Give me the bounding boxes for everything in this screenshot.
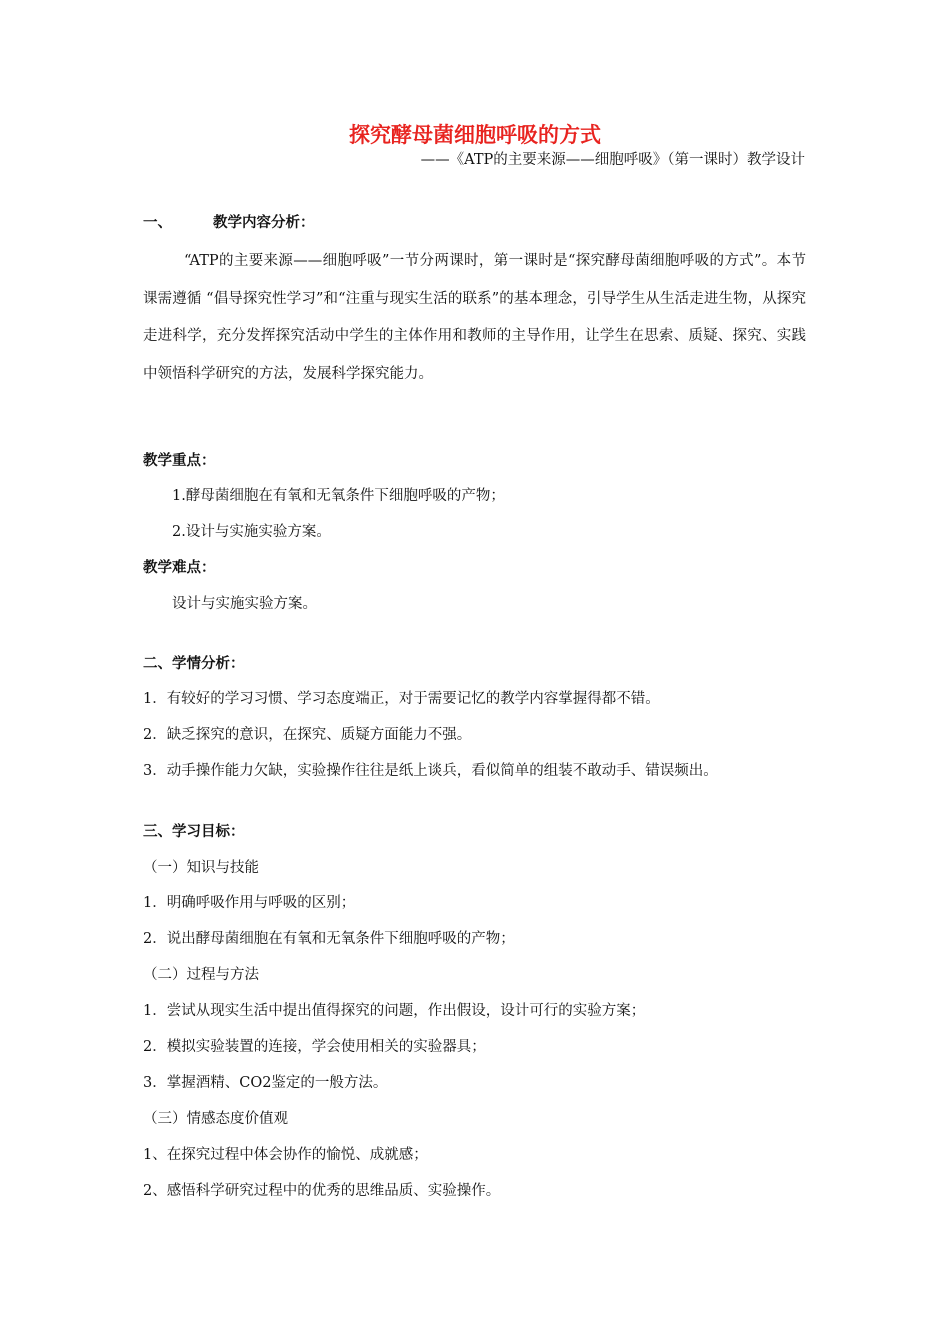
document-title: 探究酵母菌细胞呼吸的方式 (349, 123, 601, 147)
section2-heading: 二、学情分析： (143, 656, 245, 672)
key-points-heading: 教学重点： (143, 453, 216, 469)
section2-item: 1．有较好的学习习惯、学习态度端正，对于需要记忆的教学内容掌握得都不错。 (143, 691, 660, 707)
section3-item: 2．模拟实验装置的连接，学会使用相关的实验器具； (143, 1039, 486, 1055)
section1-heading: 教学内容分析： (213, 215, 315, 231)
difficulty-heading: 教学难点： (143, 560, 216, 576)
section1-number: 一、 (143, 215, 172, 231)
section3-item: 3．掌握酒精、CO2鉴定的一般方法。 (143, 1075, 388, 1091)
document-subtitle: ——《ATP的主要来源——细胞呼吸》（第一课时）教学设计 (420, 152, 805, 168)
difficulty-text: 设计与实施实验方案。 (172, 596, 317, 612)
section3-subheading: （二）过程与方法 (143, 967, 259, 983)
section3-item: 1、在探究过程中体会协作的愉悦、成就感； (143, 1147, 428, 1163)
section1-heading-line (143, 213, 315, 233)
section1-paragraph (143, 243, 806, 393)
section3-subheading: （一）知识与技能 (143, 860, 259, 876)
section2-item: 2．缺乏探究的意识，在探究、质疑方面能力不强。 (143, 727, 472, 743)
section3-item: 1．明确呼吸作用与呼吸的区别； (143, 895, 356, 911)
key-point-item: 2.设计与实施实验方案。 (172, 524, 331, 540)
section3-heading: 三、学习目标： (143, 824, 245, 840)
section3-item: 2．说出酵母菌细胞在有氧和无氧条件下细胞呼吸的产物； (143, 931, 515, 947)
section3-item: 2、感悟科学研究过程中的优秀的思维品质、实验操作。 (143, 1183, 501, 1199)
key-point-item: 1.酵母菌细胞在有氧和无氧条件下细胞呼吸的产物； (172, 488, 505, 504)
section3-subheading: （三）情感态度价值观 (143, 1111, 288, 1127)
section1-paragraph-text: “ATP的主要来源——细胞呼吸”一节分两课时，第一课时是“探究酵母菌细胞呼吸的方式”。本节课需遵循 “倡导探究性学习”和“注重与现实生活的联系”的基本理念，引导学生从生活走进生物，从探究走进科学，充分发挥探究活动中学生的主体作用和教师的主导作用，让学生在思索、质疑、探究、实践中领悟科学研究的方法，发展科学探究能力。 (143, 253, 806, 382)
section3-item: 1．尝试从现实生活中提出值得探究的问题，作出假设，设计可行的实验方案； (143, 1003, 646, 1019)
section2-item: 3．动手操作能力欠缺，实验操作往往是纸上谈兵，看似简单的组装不敢动手、错误频出。 (143, 763, 718, 779)
